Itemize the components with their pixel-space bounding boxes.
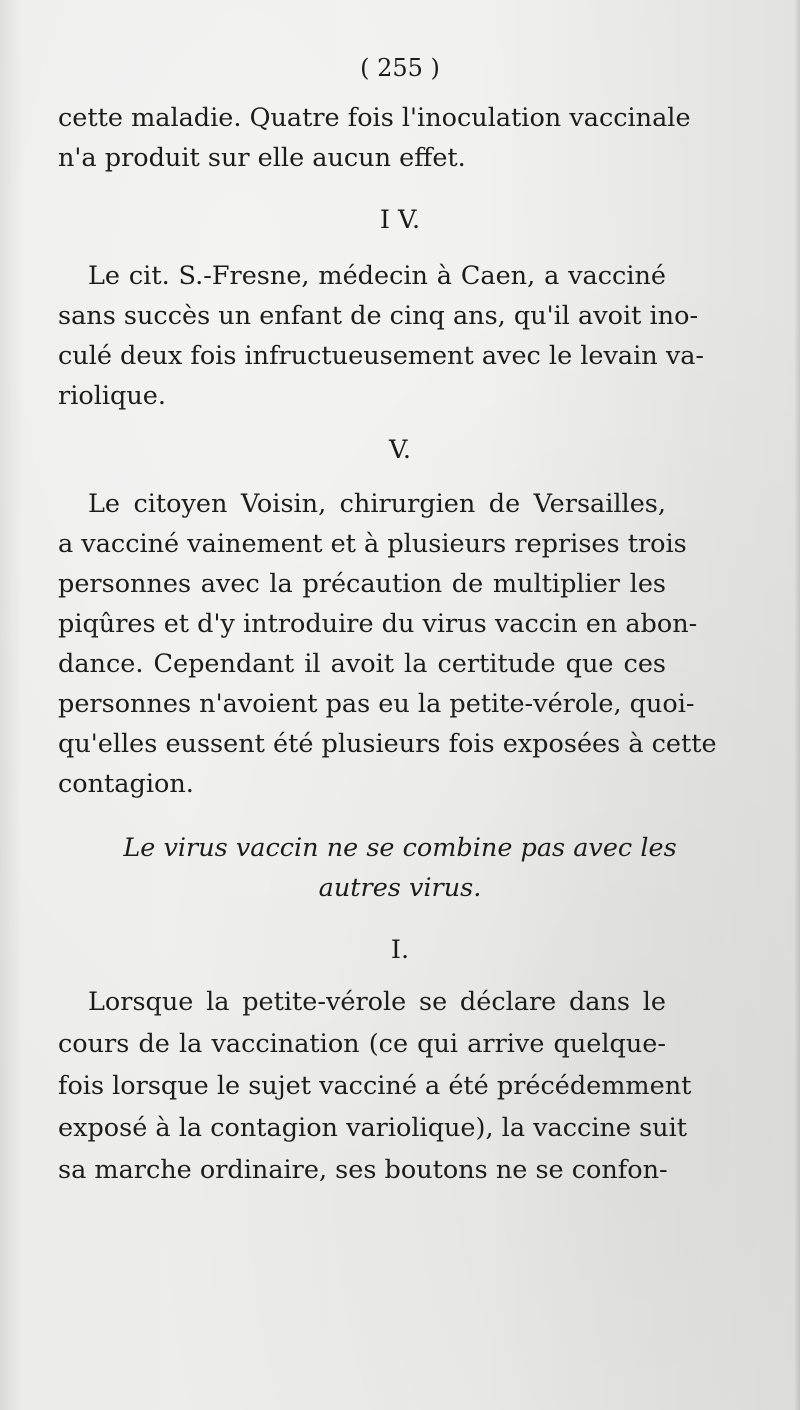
subtitle-line: Le virus vaccin ne se combine pas avec les [123, 833, 677, 863]
section-heading-i: I. [390, 935, 410, 965]
text-line: riolique. [58, 381, 166, 411]
text-line: dance. Cependant il avoit la certitude que ces [58, 649, 666, 679]
text-line: Le citoyen Voisin, chirurgien de Versailles, [88, 489, 666, 519]
section-heading-iv: I V. [379, 205, 421, 235]
text-line: piqûres et d'y introduire du virus vaccin en abon- [58, 609, 698, 639]
text-line: cette maladie. Quatre fois l'inoculation vaccinale [58, 103, 691, 133]
text-line: sa marche ordinaire, ses boutons ne se confon- [58, 1155, 668, 1185]
text-line: exposé à la contagion variolique), la vaccine suit [58, 1113, 688, 1143]
text-line: Lorsque la petite-vérole se déclare dans le [88, 987, 666, 1017]
section-heading-v: V. [388, 435, 412, 465]
text-line: culé deux fois infructueusement avec le levain va- [58, 341, 705, 371]
text-line: qu'elles eussent été plusieurs fois exposées à cette [58, 729, 717, 759]
text-line: fois lorsque le sujet vacciné a été précédemment [58, 1071, 692, 1101]
text-line: n'a produit sur elle aucun effet. [58, 143, 466, 173]
text-line: sans succès un enfant de cinq ans, qu'il avoit ino- [58, 301, 699, 331]
page-number: ( 255 ) [360, 54, 440, 82]
text-line: personnes n'avoient pas eu la petite-vérole, quoi- [58, 689, 695, 719]
text-line: personnes avec la précaution de multiplier les [58, 569, 666, 599]
text-line: a vacciné vainement et à plusieurs reprises trois [58, 529, 687, 559]
text-line: cours de la vaccination (ce qui arrive quelque- [58, 1029, 666, 1059]
subtitle-line: autres virus. [318, 873, 482, 903]
text-line: contagion. [58, 769, 194, 799]
text-line: Le cit. S.-Fresne, médecin à Caen, a vacciné [88, 261, 666, 291]
